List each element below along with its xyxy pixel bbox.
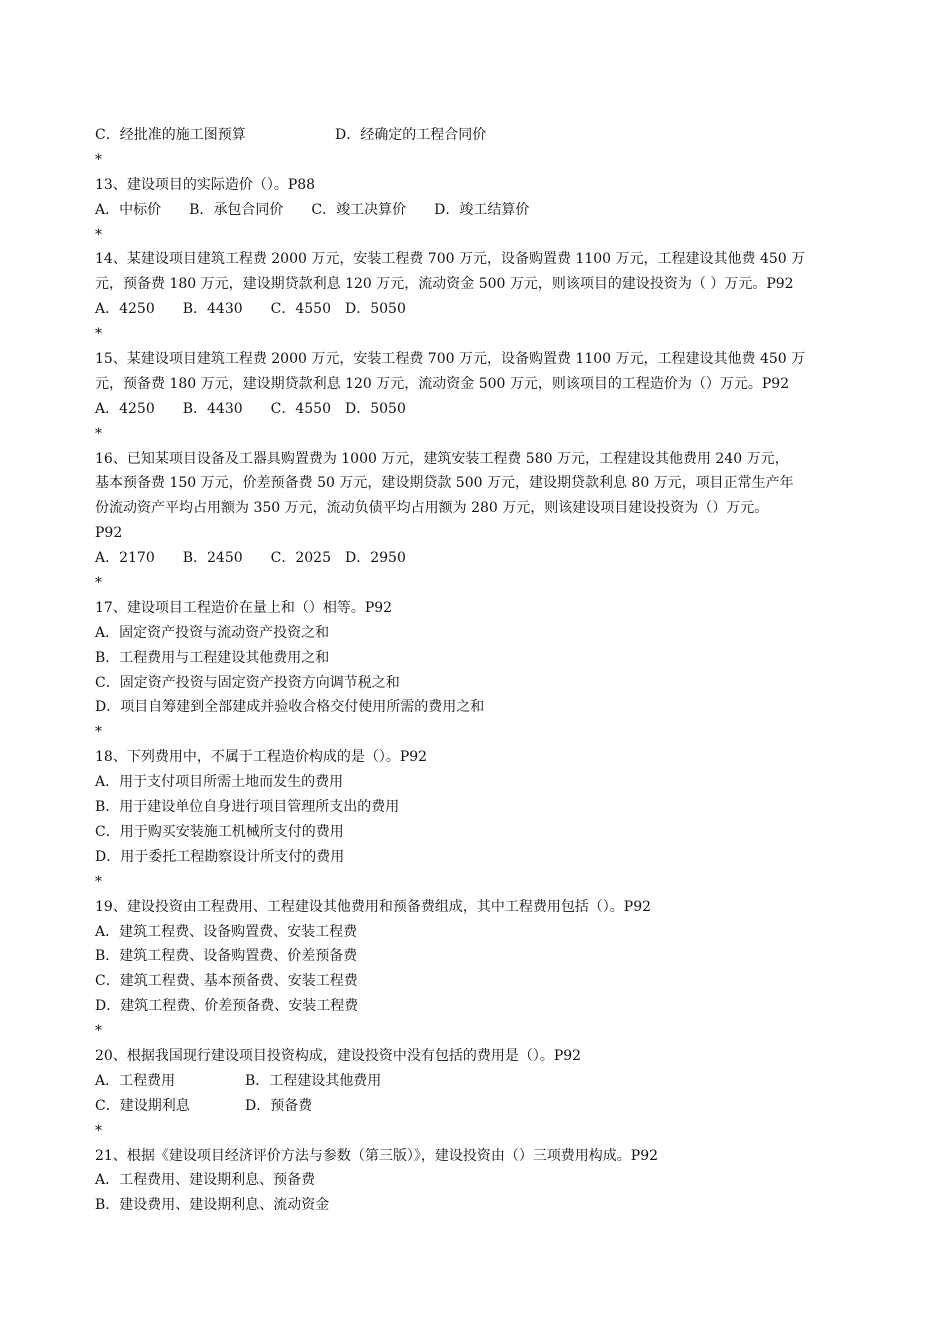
option-b: B．工程建设其他费用 — [245, 1072, 382, 1089]
options-row — [95, 1094, 885, 1119]
option-c: C．建筑工程费、基本预备费、安装工程费 — [95, 973, 358, 990]
question-20: 20、根据我国现行建设项目投资构成，建设投资中没有包括的费用是（）。P92 — [95, 1047, 582, 1064]
document-page — [95, 123, 885, 1218]
question-13: 13、建设项目的实际造价（）。P88 — [95, 176, 316, 193]
option-a: A．工程费用 — [95, 1072, 176, 1089]
option-b: B．建筑工程费、设备购置费、价差预备费 — [95, 948, 358, 965]
option-c: C．经批准的施工图预算 — [95, 127, 246, 143]
option-a: A．用于支付项目所需土地而发生的费用 — [95, 774, 344, 791]
question-17: 17、建设项目工程造价在量上和（）相等。P92 — [95, 599, 393, 616]
question-21: 21、根据《建设项目经济评价方法与参数（第三版）》，建设投资由（）三项费用构成。P92 — [95, 1147, 659, 1164]
question-14: 14、某建设项目建筑工程费 2000 万元，安装工程费 700 万元，设备购置费 1100 万元，工程建设其他费 450 万 — [95, 251, 806, 268]
question-19: 19、建设投资由工程费用、工程建设其他费用和预备费组成，其中工程费用包括（）。P92 — [95, 898, 652, 915]
option-d: D．项目自筹建到全部建成并验收合格交付使用所需的费用之和 — [95, 699, 485, 716]
separator: * — [95, 1122, 102, 1139]
option-d: D．用于委托工程勘察设计所支付的费用 — [95, 848, 345, 865]
separator: * — [95, 425, 102, 442]
question-16-cont: P92 — [95, 525, 123, 542]
separator: * — [95, 575, 102, 592]
question-14-cont: 元，预备费 180 万元，建设期贷款利息 120 万元，流动资金 500 万元，则该项目的建设投资为（ ）万元。P92 — [95, 276, 794, 293]
question-15-cont: 元，预备费 180 万元，建设期贷款利息 120 万元，流动资金 500 万元，则该项目的工程造价为（）万元。P92 — [95, 375, 790, 392]
question-16-cont: 份流动资产平均占用额为 350 万元，流动负债平均占用额为 280 万元，则该建设项目建设投资为（）万元。 — [95, 500, 769, 517]
question-15: 15、某建设项目建筑工程费 2000 万元，安装工程费 700 万元，设备购置费 1100 万元，工程建设其他费 450 万 — [95, 351, 806, 368]
options-14: A．4250 B．4430 C．4550 D．5050 — [95, 301, 406, 318]
option-a: A．固定资产投资与流动资产投资之和 — [95, 624, 330, 641]
option-b: B．建设费用、建设期利息、流动资金 — [95, 1197, 330, 1214]
separator: * — [95, 151, 102, 168]
option-b: B．用于建设单位自身进行项目管理所支出的费用 — [95, 799, 400, 816]
option-c: C．用于购买安装施工机械所支付的费用 — [95, 823, 344, 840]
option-b: B．工程费用与工程建设其他费用之和 — [95, 649, 330, 666]
option-d: D．建筑工程费、价差预备费、安装工程费 — [95, 998, 359, 1015]
options-row — [95, 1069, 885, 1094]
question-16: 16、已知某项目设备及工器具购置费为 1000 万元，建筑安装工程费 580 万元，工程建设其他费用 240 万元， — [95, 450, 789, 467]
option-d: D．经确定的工程合同价 — [335, 127, 487, 143]
separator: * — [95, 724, 102, 741]
separator: * — [95, 1023, 102, 1040]
separator: * — [95, 873, 102, 890]
option-a: A．建筑工程费、设备购置费、安装工程费 — [95, 923, 358, 940]
options-row — [95, 123, 885, 148]
option-d: D．预备费 — [245, 1097, 313, 1114]
options-16: A．2170 B．2450 C．2025 D．2950 — [95, 550, 406, 567]
option-a: A．工程费用、建设期利息、预备费 — [95, 1172, 316, 1189]
question-18: 18、下列费用中，不属于工程造价构成的是（）。P92 — [95, 749, 428, 766]
separator: * — [95, 326, 102, 343]
question-16-cont: 基本预备费 150 万元，价差预备费 50 万元，建设期贷款 500 万元，建设期贷款利息 80 万元，项目正常生产年 — [95, 475, 794, 492]
separator: * — [95, 226, 102, 243]
option-c: C．固定资产投资与固定资产投资方向调节税之和 — [95, 674, 400, 691]
options-15: A．4250 B．4430 C．4550 D．5050 — [95, 400, 406, 417]
option-c: C．建设期利息 — [95, 1097, 190, 1114]
options-13: A．中标价 B．承包合同价 C．竣工决算价 D．竣工结算价 — [95, 201, 530, 218]
